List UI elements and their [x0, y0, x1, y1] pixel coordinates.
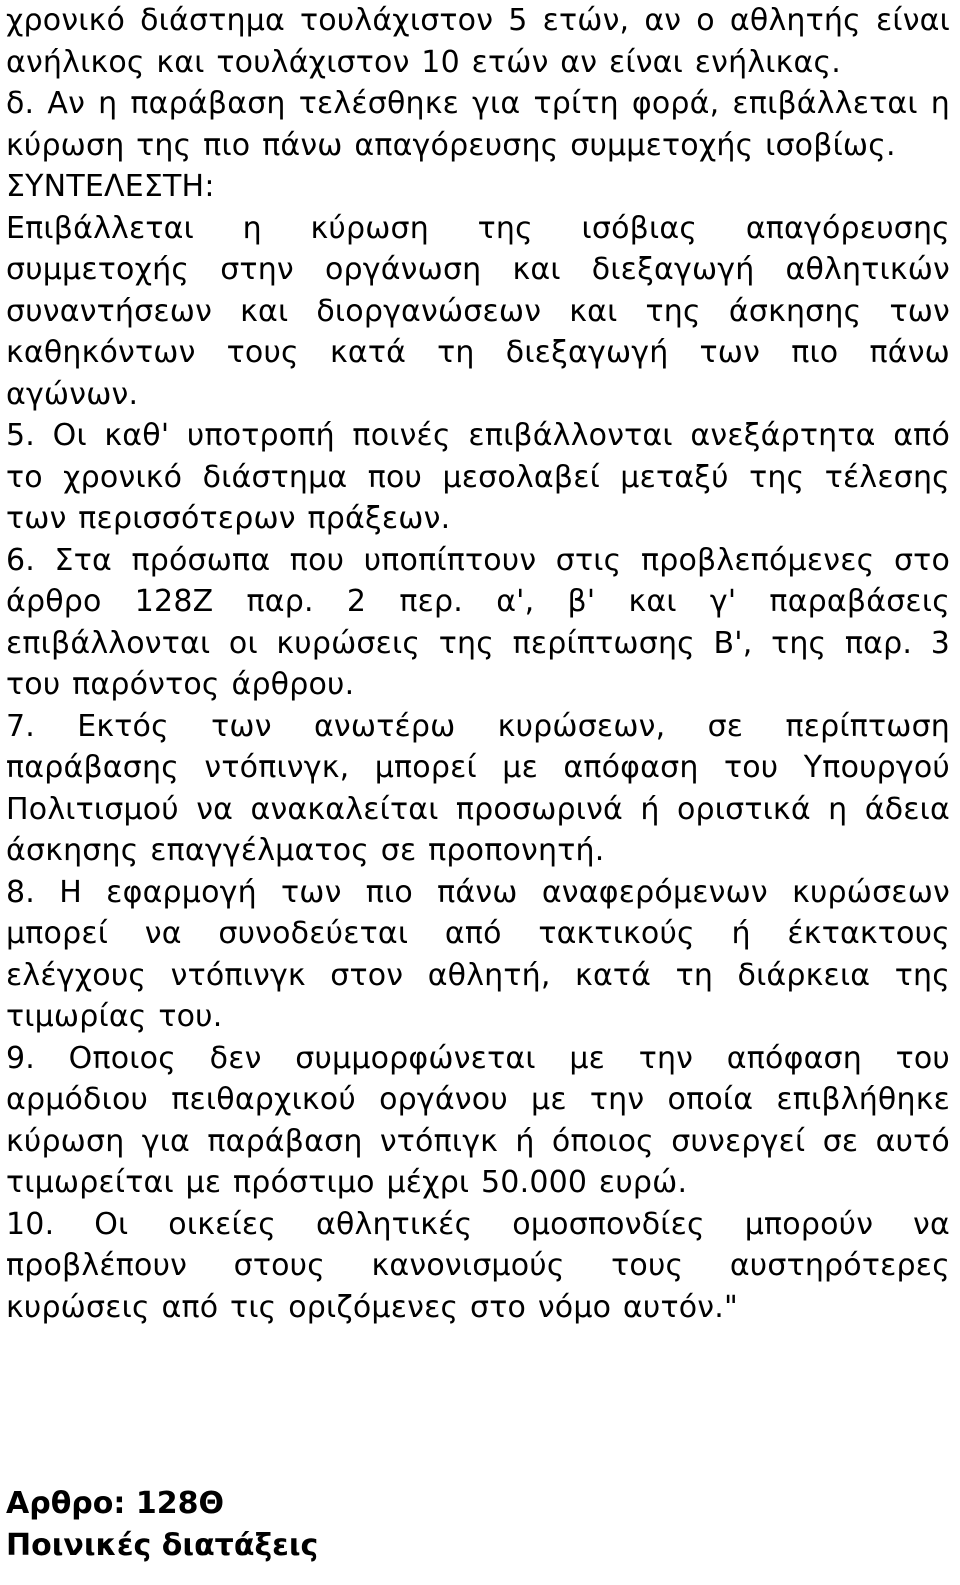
article-heading — [6, 1483, 950, 1566]
paragraph-8: 8. Η εφαρμογή των πιο πάνω αναφερόμενων κυρώσεων μπορεί να συνοδεύεται από τακτικούς ή έκτακτους ελέγχους ντόπινγκ στον αθλητή, κατά τη διάρκεια της τιμωρίας του. — [6, 874, 950, 1034]
paragraph-clause-d: δ. Αν η παράβαση τελέσθηκε για τρίτη φορά, επιβάλλεται η κύρωση της πιο πάνω απαγόρευσης συμμετοχής ισοβίως. — [6, 86, 950, 163]
article-title: Αρθρο: 128Θ — [6, 1486, 224, 1521]
paragraph-7: 7. Εκτός των ανωτέρω κυρώσεων, σε περίπτωση παράβασης ντόπινγκ, μπορεί με απόφαση του Υπουργού Πολιτισμού να ανακαλείται προσωρινά ή οριστικά η άδεια άσκησης επαγγέλματος σε προπονητή. — [6, 708, 950, 868]
paragraph-6: 6. Στα πρόσωπα που υποπίπτουν στις προβλεπόμενες στο άρθρο 128Ζ παρ. 2 περ. α', β' και γ' παραβάσεις επιβάλλονται οι κυρώσεις της περίπτωσης Β', της παρ. 3 του παρόντος άρθρου. — [6, 542, 950, 702]
paragraph-section-label: ΣΥΝΤΕΛΕΣΤΗ: — [6, 169, 215, 204]
article-subtitle: Ποινικές διατάξεις — [6, 1527, 319, 1563]
paragraph-5: 5. Οι καθ' υποτροπή ποινές επιβάλλονται ανεξάρτητα από το χρονικό διάστημα που μεσολαβεί μεταξύ της τέλεσης των περισσότερων πράξεων. — [6, 418, 950, 536]
paragraph-9: 9. Οποιος δεν συμμορφώνεται με την απόφαση του αρμόδιου πειθαρχικού οργάνου με την οποία επιβλήθηκε κύρωση για παράβαση ντόπιγκ ή όποιος συνεργεί σε αυτό τιμωρείται με πρόστιμο μέχρι 50.000 ευρώ. — [6, 1040, 950, 1200]
paragraph-sanction: Επιβάλλεται η κύρωση της ισόβιας απαγόρευσης συμμετοχής στην οργάνωση και διεξαγωγή αθλητικών συναντήσεων και διοργανώσεων και της άσκησης των καθηκόντων τους κατά τη διεξαγωγή των πιο πάνω αγώνων. — [6, 210, 950, 412]
paragraph-10: 10. Οι οικείες αθλητικές ομοσπονδίες μπορούν να προβλέπουν στους κανονισμούς τους αυστηρότερες κυρώσεις από τις οριζόμενες στο νόμο αυτόν." — [6, 1206, 950, 1325]
document-body — [6, 0, 950, 1328]
paragraph-continuation: χρονικό διάστημα τουλάχιστον 5 ετών, αν ο αθλητής είναι ανήλικος και τουλάχιστον 10 ετών αν είναι ενήλικας. — [6, 3, 950, 80]
